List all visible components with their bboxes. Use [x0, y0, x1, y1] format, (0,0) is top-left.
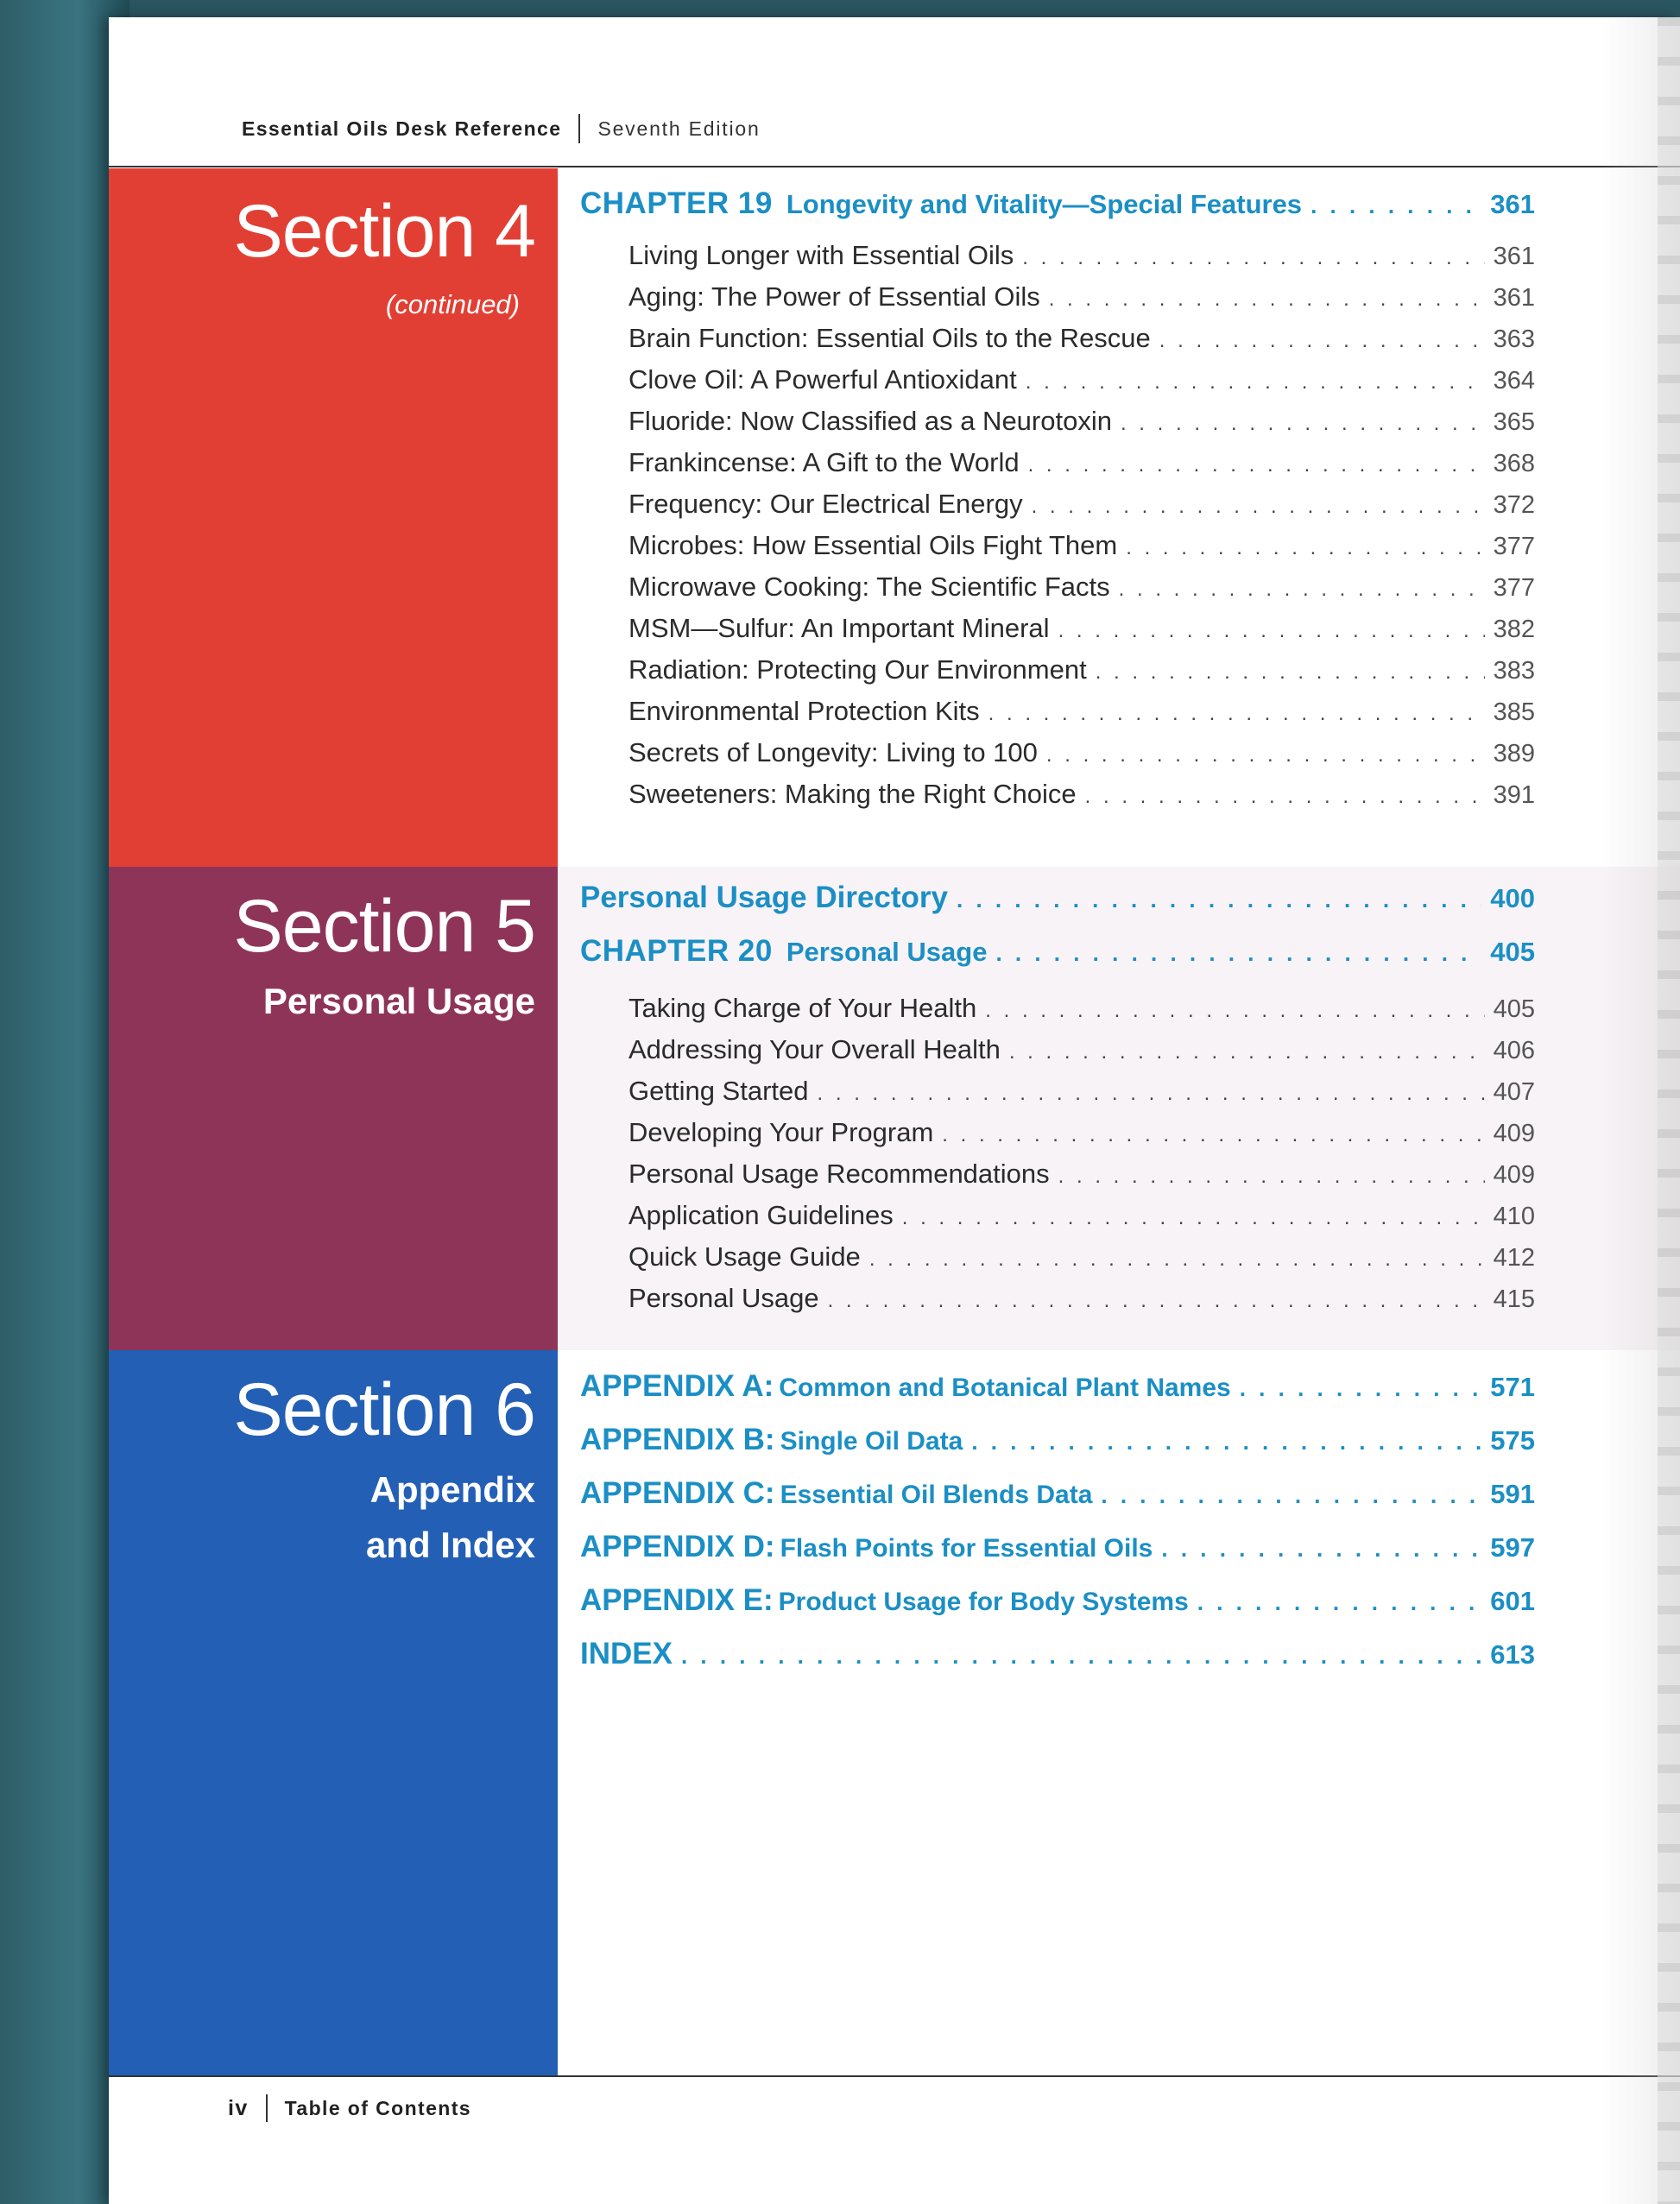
- running-footer: [228, 2089, 471, 2127]
- dot-leader: [995, 940, 1481, 967]
- entry-title: Addressing Your Overall Health: [628, 1034, 1001, 1064]
- dot-leader: [1085, 785, 1485, 809]
- entry-title: Living Longer with Essential Oils: [628, 240, 1014, 270]
- entry-title: Clove Oil: A Powerful Antioxidant: [628, 364, 1017, 395]
- dot-leader: [869, 1247, 1485, 1272]
- page-number: 383: [1493, 657, 1535, 685]
- section-6-subtitle-line-1: Appendix: [369, 1469, 535, 1510]
- entry-title: Quick Usage Guide: [628, 1241, 861, 1272]
- dot-leader: [1009, 1040, 1485, 1064]
- section-5-band: [109, 867, 558, 1350]
- toc-entry[interactable]: [580, 1283, 1535, 1324]
- personal-usage-directory-heading[interactable]: [580, 881, 1535, 934]
- appendix-heading[interactable]: [580, 1530, 1535, 1583]
- page-number: 385: [1493, 698, 1535, 726]
- dot-leader: [1126, 536, 1484, 560]
- chapter-label: CHAPTER 19: [580, 186, 773, 220]
- page-number: 601: [1490, 1586, 1535, 1616]
- dot-leader: [1058, 1165, 1485, 1189]
- entry-title: Fluoride: Now Classified as a Neurotoxin: [628, 406, 1112, 436]
- entry-title: Getting Started: [628, 1076, 809, 1106]
- appendix-heading[interactable]: [580, 1423, 1535, 1476]
- entry-title: Application Guidelines: [628, 1200, 894, 1230]
- dot-leader: [988, 702, 1485, 726]
- page-folio: iv: [228, 2095, 249, 2120]
- dot-leader: [1049, 287, 1485, 312]
- dot-leader: [942, 1123, 1484, 1147]
- page-number: 400: [1490, 883, 1535, 913]
- entry-title: Developing Your Program: [628, 1117, 934, 1147]
- dot-leader: [902, 1206, 1485, 1230]
- toc-entry[interactable]: [580, 489, 1535, 530]
- dot-leader: [1046, 743, 1485, 767]
- footer-label: Table of Contents: [284, 2096, 471, 2119]
- toc-entry[interactable]: [580, 447, 1535, 489]
- entry-title: Microwave Cooking: The Scientific Facts: [628, 572, 1110, 602]
- appendix-label: APPENDIX D:: [580, 1530, 775, 1563]
- dot-leader: [1240, 1375, 1482, 1402]
- dot-leader: [1161, 1536, 1481, 1563]
- chapter-title: Longevity and Vitality—Special Features: [786, 189, 1303, 219]
- toc-entry[interactable]: [580, 572, 1535, 613]
- appendix-heading[interactable]: [580, 1583, 1535, 1637]
- page-number: 361: [1493, 243, 1535, 270]
- page-number: 410: [1493, 1203, 1535, 1230]
- page-number: 377: [1493, 574, 1535, 602]
- section-5-title: Section 5: [233, 885, 535, 968]
- section-4-title: Section 4: [233, 190, 535, 273]
- page-number: 591: [1490, 1479, 1535, 1509]
- entry-title: Secrets of Longevity: Living to 100: [628, 737, 1038, 767]
- toc-entry[interactable]: [580, 1076, 1535, 1117]
- dot-leader: [1121, 412, 1485, 436]
- entry-title: Personal Usage Recommendations: [628, 1159, 1050, 1189]
- edition-label: Seventh Edition: [597, 117, 761, 140]
- page-number: 368: [1493, 450, 1535, 477]
- page-number: 365: [1493, 408, 1535, 436]
- appendix-title: Single Oil Data: [780, 1427, 963, 1456]
- chapter-title: Personal Usage: [786, 937, 988, 967]
- toc-entry[interactable]: [580, 364, 1535, 406]
- entry-title: Frequency: Our Electrical Energy: [628, 489, 1023, 519]
- appendix-title: Common and Botanical Plant Names: [779, 1374, 1231, 1402]
- page-number: 613: [1490, 1639, 1535, 1670]
- page-number: 391: [1493, 781, 1535, 809]
- section-6-band: [109, 1350, 558, 2075]
- page-number: 407: [1493, 1078, 1535, 1106]
- dot-leader: [1159, 329, 1485, 353]
- toc-entry[interactable]: [580, 737, 1535, 779]
- toc-entry[interactable]: [580, 240, 1535, 281]
- header-separator: [578, 114, 580, 143]
- chapter-20-entries: [580, 993, 1535, 1324]
- running-header: [242, 107, 761, 150]
- dot-leader: [681, 1643, 1481, 1670]
- dot-leader: [1101, 1482, 1481, 1509]
- page-number: 364: [1493, 367, 1535, 395]
- entry-title: Brain Function: Essential Oils to the Rescue: [628, 323, 1151, 353]
- appendix-title: Essential Oil Blends Data: [780, 1481, 1093, 1509]
- section-4-continued-note: (continued): [385, 289, 520, 319]
- directory-title: Personal Usage Directory: [580, 881, 949, 914]
- toc-entry[interactable]: [580, 1117, 1535, 1159]
- section-6-title: Section 6: [233, 1368, 535, 1451]
- toc-entry[interactable]: [580, 696, 1535, 737]
- toc-entry[interactable]: [580, 1034, 1535, 1076]
- chapter-19-heading[interactable]: [580, 186, 1535, 240]
- appendix-label: APPENDIX B:: [580, 1423, 775, 1456]
- toc-page: [109, 17, 1680, 2204]
- index-heading[interactable]: [580, 1637, 1535, 1690]
- appendix-label: APPENDIX C:: [580, 1476, 775, 1510]
- dot-leader: [818, 1082, 1485, 1106]
- index-title: INDEX: [580, 1637, 673, 1670]
- section-5-toc: [580, 881, 1535, 1324]
- section-6-subtitle-line-2: and Index: [365, 1525, 535, 1565]
- toc-entry[interactable]: [580, 1159, 1535, 1200]
- footer-separator: [266, 2094, 268, 2122]
- spiral-binding: [1658, 17, 1680, 2204]
- section-6-toc: [580, 1369, 1535, 1690]
- toc-entry[interactable]: [580, 281, 1535, 323]
- dot-leader: [1197, 1589, 1481, 1616]
- toc-entry[interactable]: [580, 654, 1535, 696]
- appendix-list: [580, 1369, 1535, 1637]
- page-number: 361: [1490, 189, 1535, 219]
- entry-title: Frankincense: A Gift to the World: [628, 447, 1020, 477]
- page-number: 409: [1493, 1120, 1535, 1147]
- page-number: 409: [1493, 1161, 1535, 1189]
- header-rule: [109, 166, 1680, 167]
- entry-title: MSM—Sulfur: An Important Mineral: [628, 613, 1050, 643]
- page-number: 412: [1493, 1244, 1535, 1272]
- page-number: 575: [1490, 1425, 1535, 1456]
- page-number: 363: [1493, 325, 1535, 353]
- appendix-label: APPENDIX A:: [580, 1369, 774, 1403]
- page-number: 405: [1490, 937, 1535, 967]
- toc-entry[interactable]: [580, 530, 1535, 572]
- dot-leader: [1311, 193, 1481, 219]
- dot-leader: [1058, 619, 1485, 643]
- dot-leader: [957, 887, 1481, 913]
- toc-entry[interactable]: [580, 1241, 1535, 1283]
- footer-rule: [109, 2075, 1680, 2077]
- entry-title: Environmental Protection Kits: [628, 696, 980, 726]
- toc-entry[interactable]: [580, 993, 1535, 1034]
- dot-leader: [971, 1429, 1481, 1456]
- toc-entry[interactable]: [580, 613, 1535, 654]
- toc-entry[interactable]: [580, 406, 1535, 447]
- dot-leader: [1028, 453, 1485, 477]
- appendix-heading[interactable]: [580, 1369, 1535, 1423]
- section-5-subtitle: Personal Usage: [262, 981, 535, 1021]
- entry-title: Radiation: Protecting Our Environment: [628, 654, 1087, 685]
- dot-leader: [828, 1289, 1485, 1313]
- page-number: 597: [1490, 1532, 1535, 1563]
- entry-title: Sweeteners: Making the Right Choice: [628, 779, 1077, 809]
- appendix-title: Product Usage for Body Systems: [778, 1588, 1189, 1616]
- chapter-label: CHAPTER 20: [580, 934, 773, 968]
- page-number: 389: [1493, 740, 1535, 767]
- book-title: Essential Oils Desk Reference: [242, 117, 562, 140]
- page-number: 571: [1490, 1372, 1535, 1402]
- chapter-20-heading[interactable]: [580, 934, 1535, 988]
- toc-entry[interactable]: [580, 779, 1535, 820]
- entry-title: Taking Charge of Your Health: [628, 993, 977, 1023]
- page-number: 372: [1493, 491, 1535, 519]
- entry-title: Personal Usage: [628, 1283, 819, 1313]
- page-number: 382: [1493, 616, 1535, 643]
- dot-leader: [1022, 246, 1484, 270]
- toc-entry[interactable]: [580, 1200, 1535, 1241]
- entry-title: Microbes: How Essential Oils Fight Them: [628, 530, 1118, 560]
- dot-leader: [1032, 495, 1485, 519]
- dot-leader: [1119, 578, 1485, 602]
- dot-leader: [1026, 370, 1485, 395]
- entry-title: Aging: The Power of Essential Oils: [628, 281, 1040, 312]
- appendix-label: APPENDIX E:: [580, 1583, 774, 1617]
- page-number: 405: [1493, 995, 1535, 1023]
- page-number: 377: [1493, 533, 1535, 560]
- toc-entry[interactable]: [580, 323, 1535, 364]
- chapter-19-entries: [580, 240, 1535, 820]
- appendix-title: Flash Points for Essential Oils: [780, 1534, 1153, 1563]
- appendix-heading[interactable]: [580, 1476, 1535, 1530]
- section-4-band: [109, 168, 558, 867]
- page-number: 415: [1493, 1285, 1535, 1313]
- dot-leader: [1096, 660, 1485, 685]
- dot-leader: [985, 999, 1484, 1023]
- page-number: 406: [1493, 1037, 1535, 1064]
- page-number: 361: [1493, 284, 1535, 312]
- section-4-toc: [580, 186, 1535, 820]
